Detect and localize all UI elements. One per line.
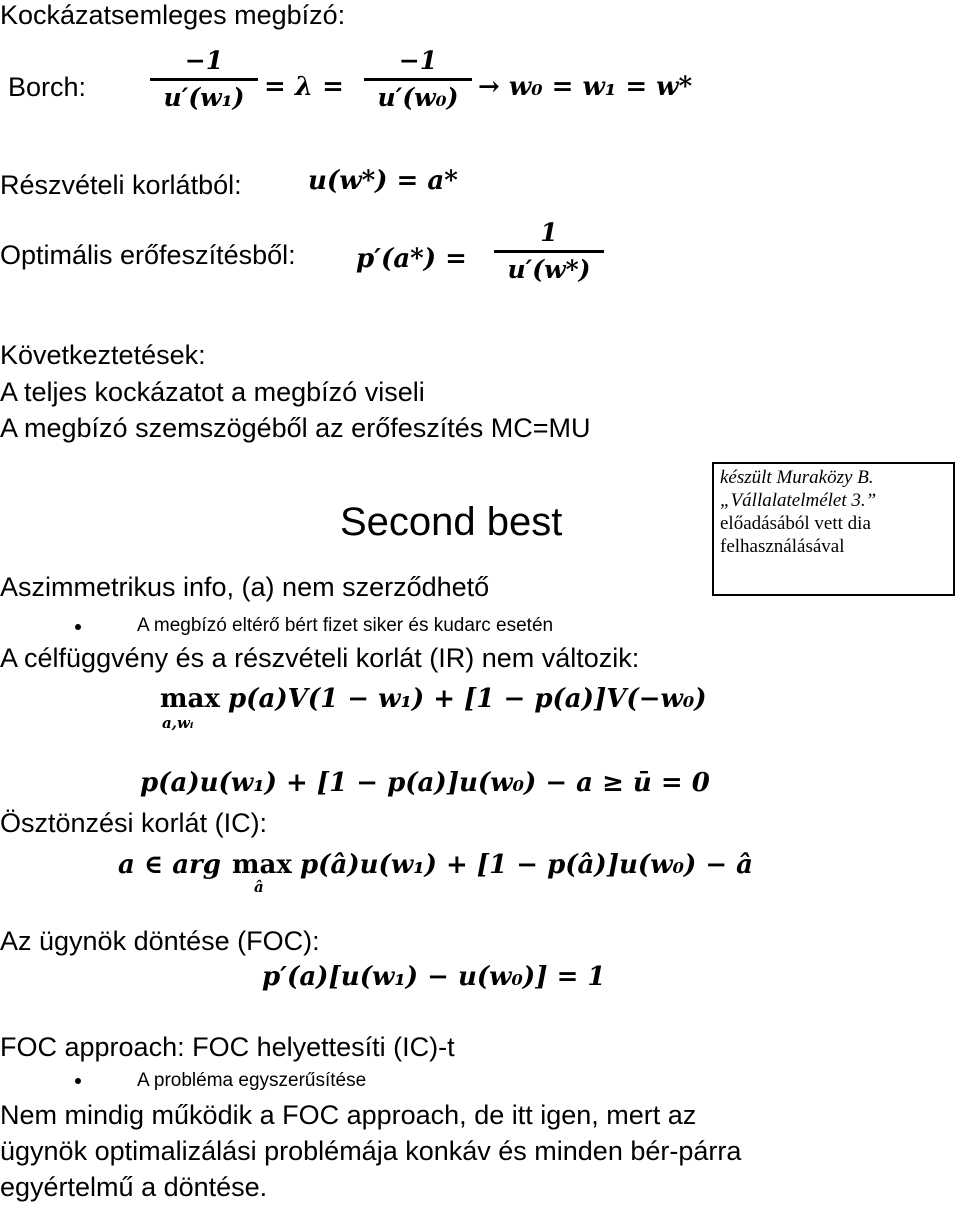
paragraph-line-3: egyértelmű a döntése. bbox=[0, 1172, 268, 1202]
foc-approach-line: FOC approach: FOC helyettesíti (IC)-t bbox=[0, 1032, 455, 1062]
borch-numerator-1: −1 bbox=[184, 46, 224, 75]
paragraph-line-1: Nem mindig működik a FOC approach, de itt igen, mert az bbox=[0, 1100, 697, 1130]
section-title-second-best: Second best bbox=[340, 500, 563, 544]
borch-fraction-1 bbox=[150, 46, 258, 113]
asymmetric-info-line: Aszimmetrikus info, (a) nem szerződhető bbox=[0, 572, 490, 602]
foc-formula: p′(a)[u(w₁) − u(w₀)] = 1 bbox=[262, 962, 606, 992]
optimal-effort-numerator: 1 bbox=[540, 218, 558, 247]
note-line-1: készült Muraközy B. bbox=[720, 467, 874, 488]
ic-lhs: a ∈ arg bbox=[118, 850, 221, 880]
objective-intro: A célfüggvény és a részvételi korlát (IR) nem változik: bbox=[0, 643, 640, 673]
participation-formula: u(w*) = a* bbox=[308, 166, 458, 196]
bullet-text-2: A probléma egyszerűsítése bbox=[137, 1070, 367, 1091]
ic-rhs: p(â)u(w₁) + [1 − p(â)]u(w₀) − â bbox=[300, 850, 754, 880]
conclusion-line-1: A teljes kockázatot a megbízó viseli bbox=[0, 377, 425, 407]
note-line-4: felhasználásával bbox=[720, 536, 845, 557]
participation-label: Részvételi korlátból: bbox=[0, 170, 242, 200]
paragraph-line-2: ügynök optimalizálási problémája konkáv és minden bér-párra bbox=[0, 1136, 742, 1166]
ic-max-subscript: â bbox=[254, 878, 264, 896]
objective-max-subscript: a,wᵢ bbox=[162, 714, 194, 732]
note-line-2: „Vállalatelmélet 3.” bbox=[720, 490, 877, 511]
optimal-effort-denominator: u′(w*) bbox=[507, 255, 591, 284]
borch-lambda: = λ = bbox=[264, 72, 344, 102]
source-note-box bbox=[712, 462, 955, 596]
conclusions-heading: Következtetések: bbox=[0, 340, 206, 370]
borch-label: Borch: bbox=[8, 72, 87, 102]
optimal-effort-label: Optimális erőfeszítésből: bbox=[0, 240, 296, 270]
ic-label: Ösztönzési korlát (IC): bbox=[0, 808, 268, 838]
objective-max: max bbox=[160, 684, 220, 714]
note-line-3: előadásából vett dia bbox=[720, 513, 871, 534]
agent-decision-label: Az ügynök döntése (FOC): bbox=[0, 926, 320, 956]
ic-max: max bbox=[232, 850, 292, 880]
conclusion-line-2: A megbízó szemszögéből az erőfeszítés MC=MU bbox=[0, 413, 591, 443]
bullet-2 bbox=[75, 1078, 81, 1084]
borch-fraction-2 bbox=[364, 46, 472, 113]
ir-constraint-formula: p(a)u(w₁) + [1 − p(a)]u(w₀) − a ≥ ū = 0 bbox=[140, 768, 710, 798]
borch-result: → w₀ = w₁ = w* bbox=[478, 72, 693, 102]
page-title: Kockázatsemleges megbízó: bbox=[0, 0, 346, 30]
bullet-text-1: A megbízó eltérő bért fizet siker és kudarc esetén bbox=[137, 615, 554, 636]
bullet-1 bbox=[75, 624, 81, 630]
optimal-effort-fraction bbox=[494, 218, 604, 285]
borch-denominator-2: u′(w₀) bbox=[377, 83, 459, 112]
objective-formula: p(a)V(1 − w₁) + [1 − p(a)]V(−w₀) bbox=[228, 684, 707, 714]
optimal-effort-lhs: p′(a*) = bbox=[356, 244, 467, 274]
borch-denominator-1: u′(w₁) bbox=[163, 83, 245, 112]
borch-numerator-2: −1 bbox=[398, 46, 438, 75]
